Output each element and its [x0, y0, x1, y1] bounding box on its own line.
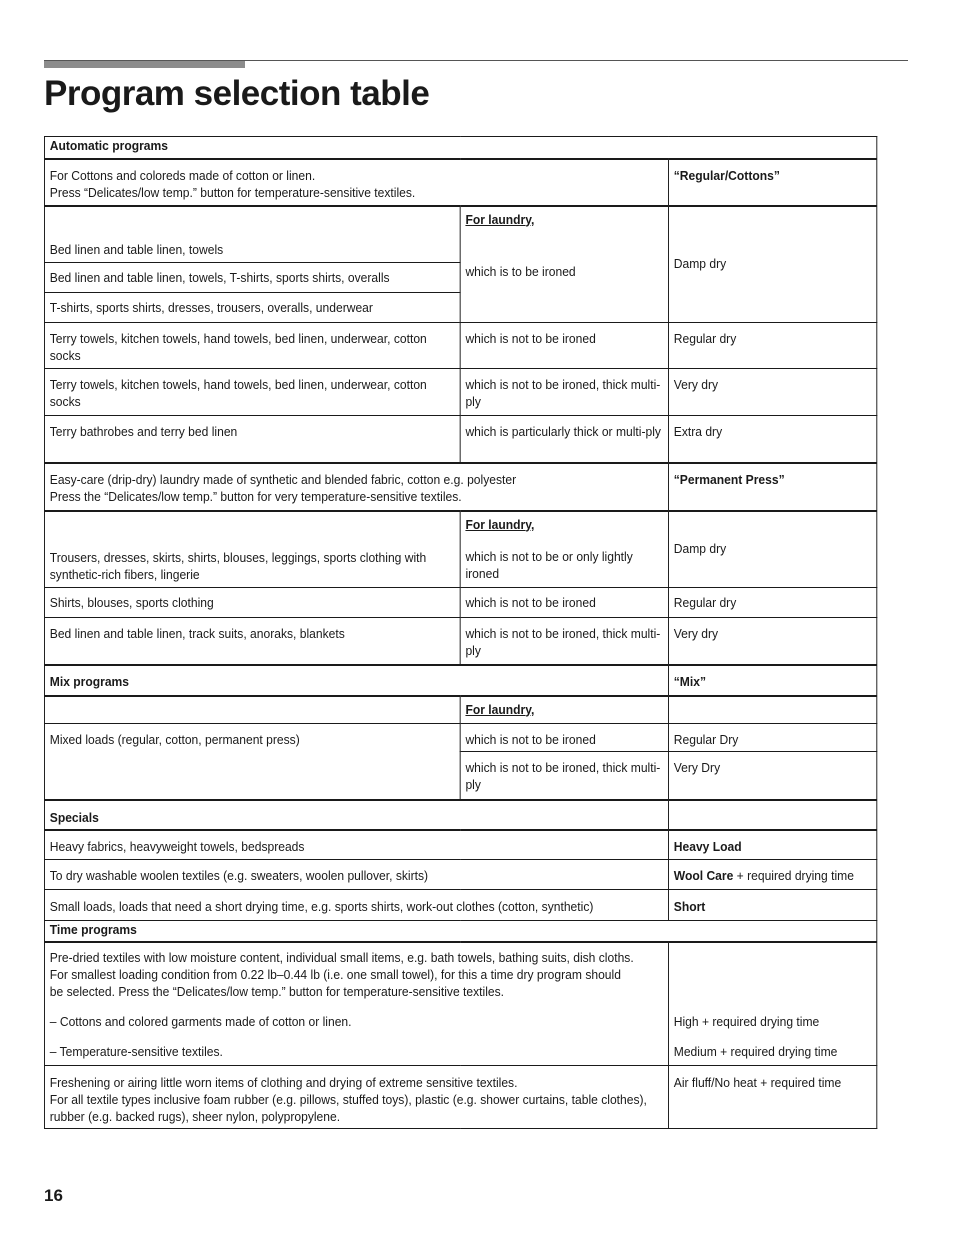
program-name-heavy-load [668, 830, 876, 860]
laundry-condition: which is not to be ironed [460, 724, 668, 752]
empty-cell [44, 696, 460, 724]
laundry-items: Shirts, blouses, sports clothing [44, 588, 460, 618]
laundry-items: Bed linen and table linen, track suits, anoraks, blankets [44, 618, 460, 665]
table-row [44, 323, 876, 369]
section-mix-programs [44, 665, 876, 696]
section-specials [44, 800, 876, 830]
table-row [44, 860, 876, 890]
laundry-condition: which is not to be ironed, thick multi-ply [460, 752, 668, 800]
dryness-level: Very dry [668, 369, 876, 416]
laundry-items: Bed linen and table linen, towels, T-shirts, sports shirts, overalls [44, 263, 460, 293]
predried-sensitive: – Temperature-sensitive textiles. [49, 1044, 223, 1059]
program-name: Heavy Load [673, 839, 742, 854]
laundry-condition: which is particularly thick or multi-ply [460, 416, 668, 463]
laundry-items: Mixed loads (regular, cotton, permanent press) [44, 724, 460, 800]
page-number: 16 [44, 1186, 63, 1205]
section-time-programs [44, 921, 876, 942]
laundry-condition: which is not to be ironed, thick multi-ply [460, 618, 668, 665]
table-row [44, 696, 876, 724]
dryness-level: Regular Dry [668, 724, 876, 752]
description-line: Pre-dried textiles with low moisture content, individual small items, e.g. bath towels, bathing suits, dish cloths. [49, 950, 634, 965]
section-header: Automatic programs [44, 137, 876, 159]
laundry-items: Terry towels, kitchen towels, hand towels, bed linen, underwear, cotton socks [44, 323, 460, 369]
dryness-level: Extra dry [668, 416, 876, 463]
laundry-condition-text: which is not to be or only lightly ironed [465, 549, 633, 581]
laundry-condition: which is not to be ironed [460, 323, 668, 369]
description-line: Freshening or airing little worn items of clothing and drying of extreme sensitive textiles. [49, 1076, 518, 1090]
program-name-permanent-press: “Permanent Press” [668, 463, 876, 511]
description-line: For smallest loading condition from 0.22 lb–0.44 lb (i.e. one small towel), for this a time dry program should [49, 967, 621, 982]
laundry-items: Terry towels, kitchen towels, hand towels, bed linen, underwear, cotton socks [44, 369, 460, 416]
laundry-condition [460, 696, 668, 724]
for-laundry-heading: For laundry, [465, 702, 535, 717]
for-laundry-heading: For laundry, [465, 212, 535, 227]
empty-cell [668, 800, 876, 830]
dryness-level: Very dry [668, 618, 876, 665]
table-row [44, 890, 876, 921]
laundry-condition [460, 511, 668, 588]
cottons-description [44, 159, 668, 206]
program-name: Wool Care [673, 869, 734, 883]
description-line: For all textile types inclusive foam rubber (e.g. pillows, stuffed toys), plastic (e.g. shower curtains, table clothes), [49, 1093, 647, 1107]
table-row [44, 511, 876, 588]
page-title: Program selection table [44, 74, 430, 113]
dryness-level: Regular dry [668, 588, 876, 618]
dryness-level: Damp dry [668, 511, 876, 588]
table-row [44, 618, 876, 665]
laundry-items: Terry bathrobes and terry bed linen [44, 416, 460, 463]
description-line: For Cottons and coloreds made of cotton or linen. [49, 168, 316, 183]
predried-cottons: – Cottons and colored garments made of cotton or linen. [49, 1014, 352, 1029]
description-line: Press the “Delicates/low temp.” button for very temperature-sensitive textiles. [49, 489, 462, 504]
laundry-items: T-shirts, sports shirts, dresses, trousers, overalls, underwear [44, 293, 460, 323]
program-name-short [668, 890, 876, 921]
table-row [44, 1066, 876, 1129]
for-laundry-heading: For laundry, [465, 517, 535, 532]
description-line: Press “Delicates/low temp.” button for temperature-sensitive textiles. [49, 185, 416, 200]
laundry-condition [460, 206, 668, 323]
table-row [44, 588, 876, 618]
special-items: Small loads, loads that need a short drying time, e.g. sports shirts, work-out clothes (cotton, synthetic) [44, 890, 668, 921]
table-row [44, 206, 876, 263]
table-row [44, 830, 876, 860]
setting-medium: Medium + required drying time [673, 1044, 838, 1059]
laundry-condition: which is not to be ironed [460, 588, 668, 618]
section-header: Specials [44, 800, 668, 830]
permanent-description-row [44, 463, 876, 511]
permanent-description [44, 463, 668, 511]
dryness-level: Very Dry [668, 752, 876, 800]
table-row [44, 416, 876, 463]
program-name: Short [673, 900, 706, 914]
table-row [44, 724, 876, 752]
freshen-description [44, 1066, 668, 1129]
program-name-wool-care [668, 860, 876, 890]
laundry-condition: which is not to be ironed, thick multi-ply [460, 369, 668, 416]
table-row [44, 369, 876, 416]
section-automatic-programs [44, 137, 876, 159]
section-header: Mix programs [44, 665, 668, 696]
setting-air-fluff: Air fluff/No heat + required time [668, 1066, 876, 1129]
laundry-condition-text: which is to be ironed [465, 264, 576, 279]
program-extra: + required drying time [733, 869, 854, 883]
program-selection-table [44, 136, 877, 1129]
table-row [44, 942, 876, 1066]
cottons-description-row [44, 159, 876, 206]
header-accent-bar [44, 61, 245, 68]
special-items: Heavy fabrics, heavyweight towels, bedspreads [44, 830, 668, 860]
special-items: To dry washable woolen textiles (e.g. sweaters, woolen pullover, skirts) [44, 860, 668, 890]
time-settings [668, 942, 876, 1066]
dryness-level: Damp dry [668, 206, 876, 323]
predried-description [44, 942, 668, 1066]
description-line: rubber (e.g. backed rugs), sheer nylon, polypropylene. [49, 1110, 341, 1124]
setting-high: High + required drying time [673, 1014, 820, 1029]
program-name-mix: “Mix” [668, 665, 876, 696]
laundry-items: Bed linen and table linen, towels [44, 206, 460, 263]
empty-cell [668, 696, 876, 724]
description-line: be selected. Press the “Delicates/low temp.” button for temperature-sensitive textiles. [49, 984, 505, 999]
description-line: Easy-care (drip-dry) laundry made of synthetic and blended fabric, cotton e.g. polyester [49, 472, 517, 487]
dryness-level: Regular dry [668, 323, 876, 369]
program-name-regular-cottons: “Regular/Cottons” [668, 159, 876, 206]
section-header: Time programs [44, 921, 876, 942]
laundry-items: Trousers, dresses, skirts, shirts, blouses, leggings, sports clothing with synthetic-rich fibers, lingerie [44, 511, 460, 588]
